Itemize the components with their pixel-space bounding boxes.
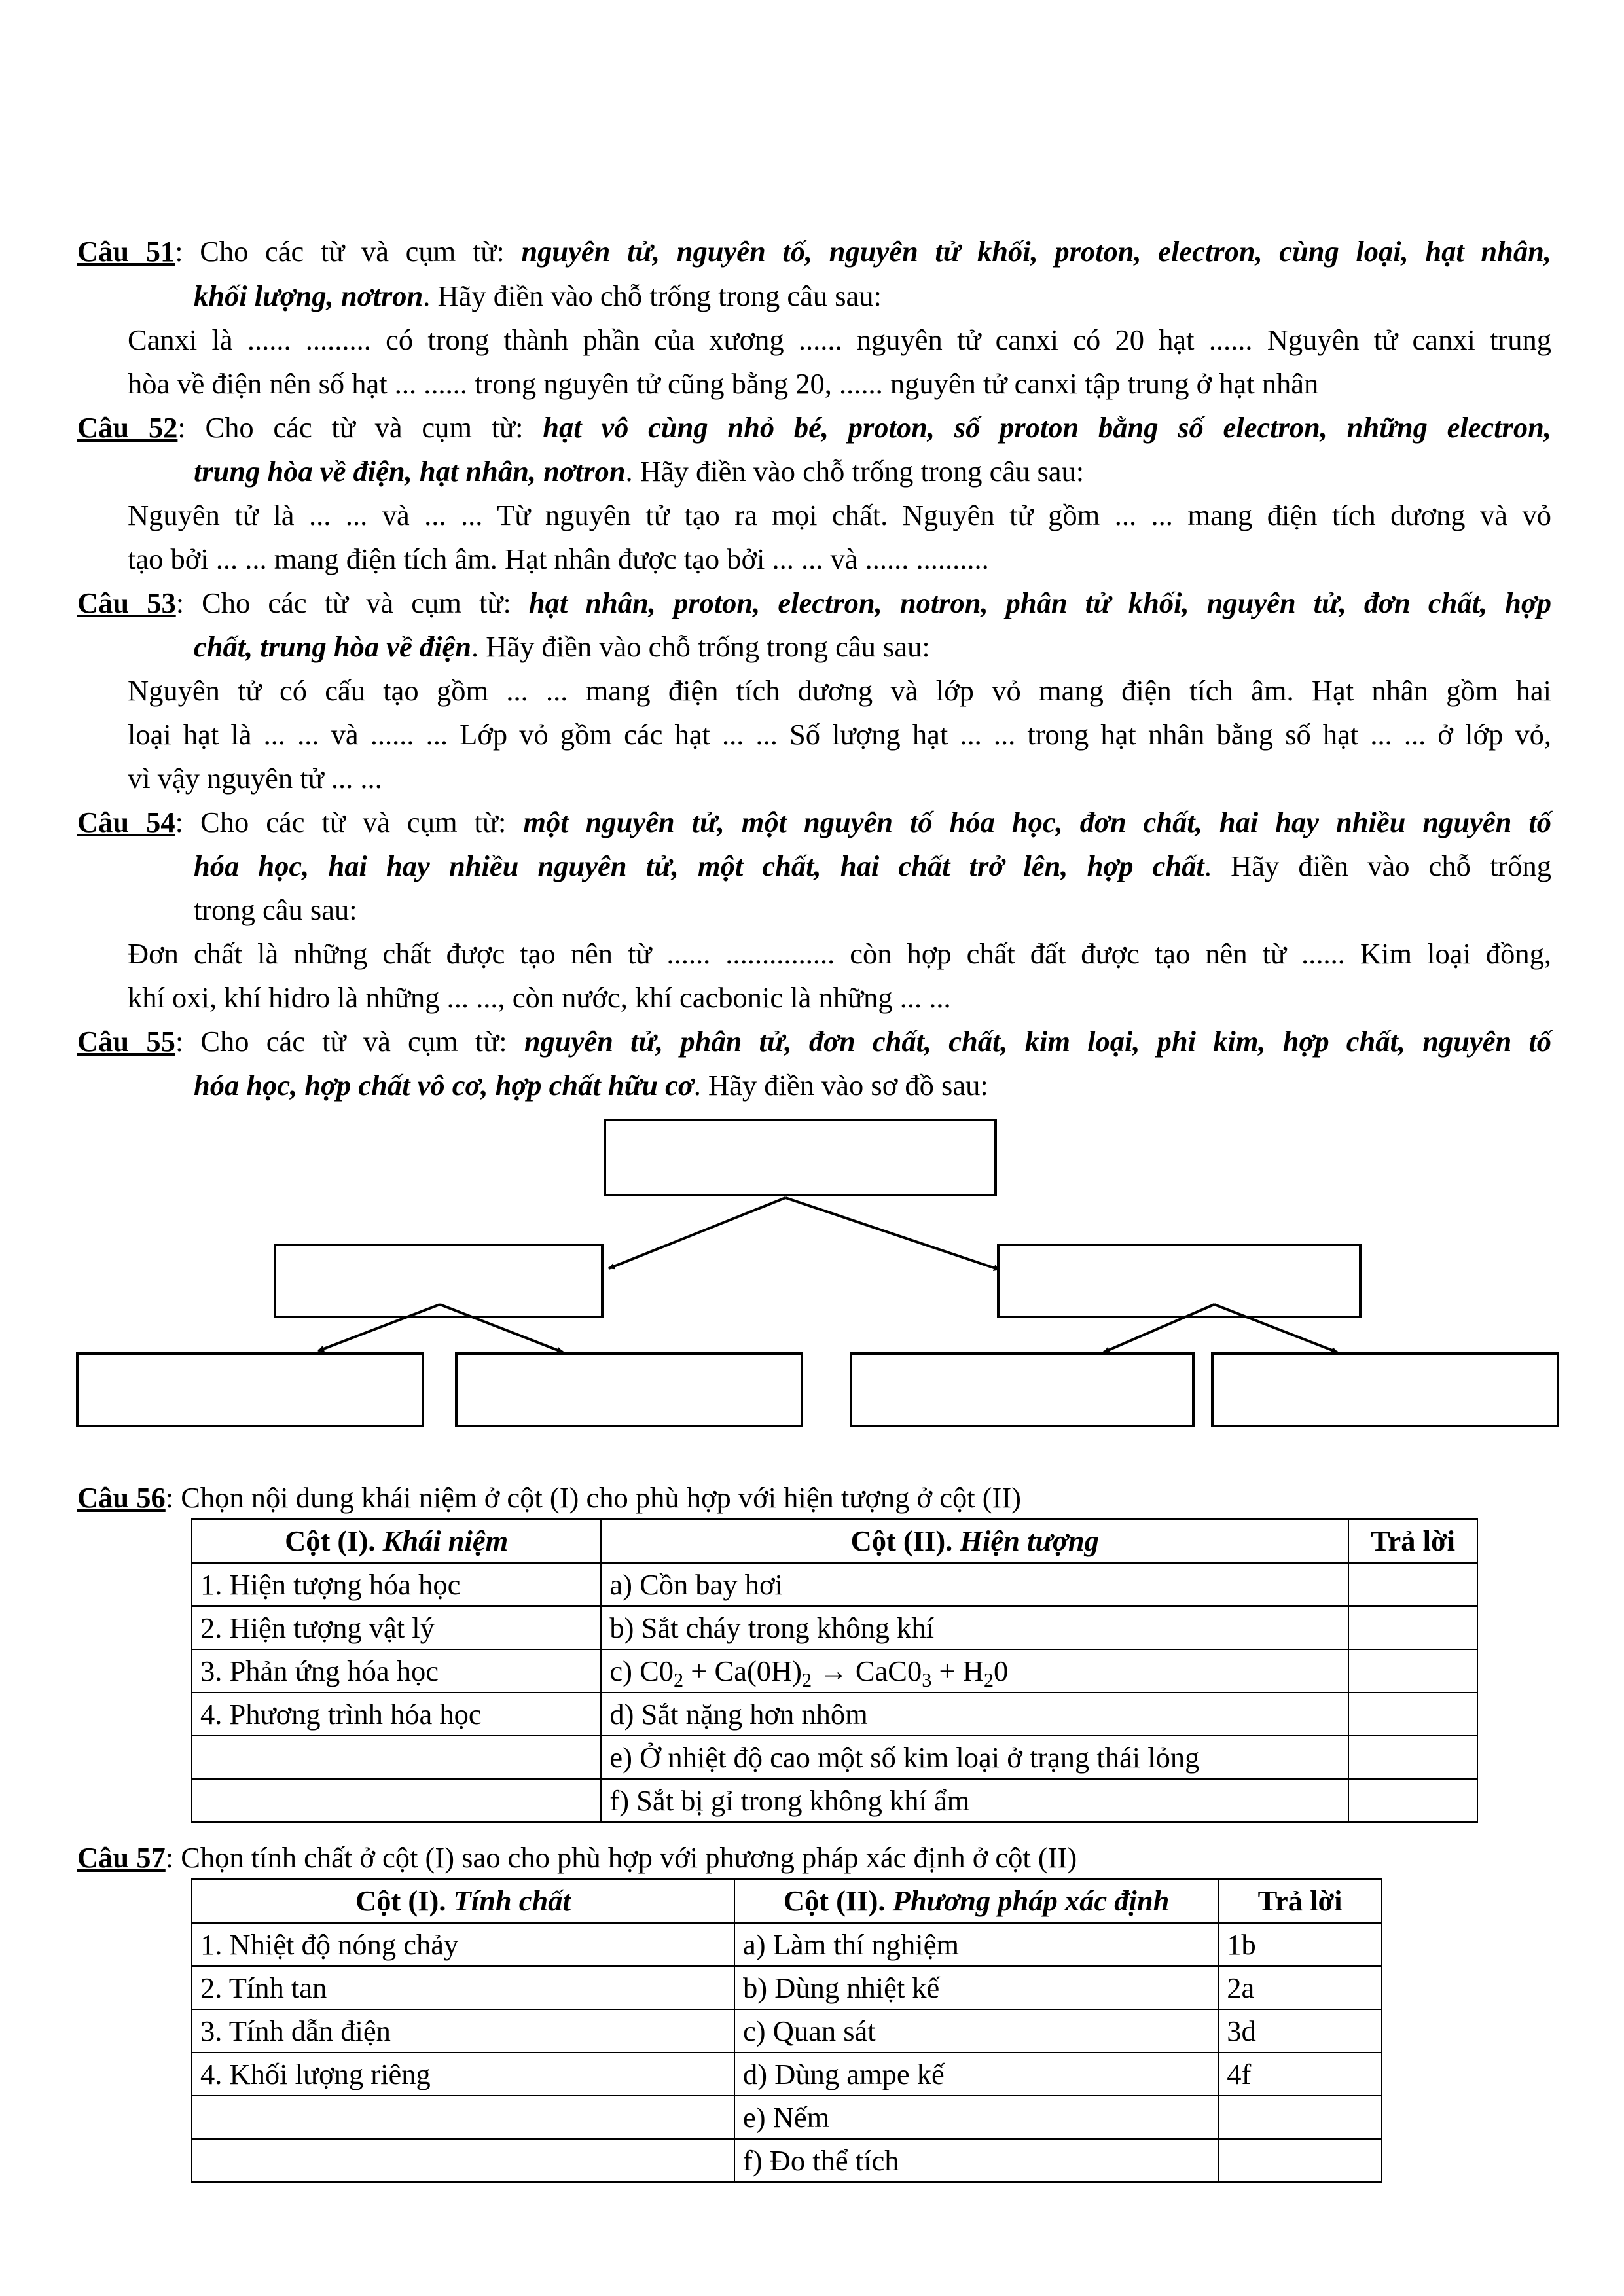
q52-body-line1: Nguyên tử là ... ... và ... ... Từ nguyên tử tạo ra mọi chất. Nguyên tử gồm ... ... mang điện tích dương và vỏ xyxy=(128,499,1551,531)
diagram-arrow-left-2 xyxy=(440,1304,563,1352)
q53-body-line1: Nguyên tử có cấu tạo gồm ... ... mang điện tích dương và lớp vỏ mang điện tích âm. Hạt nhân gồm hai xyxy=(128,674,1551,707)
q56-concept-2: 2. Hiện tượng vật lý xyxy=(192,1606,601,1649)
q57-method-f: f) Đo thể tích xyxy=(734,2139,1218,2182)
diagram-box-bottom-3[interactable] xyxy=(851,1354,1193,1426)
q56-phenomenon-a: a) Cồn bay hơi xyxy=(601,1563,1348,1606)
q52-body-line2: tạo bởi ... ... mang điện tích âm. Hạt nhân được tạo bởi ... ... và ...... .......... xyxy=(128,543,989,575)
q57-method-c: c) Quan sát xyxy=(734,2009,1218,2053)
q57-answer-cell[interactable]: 4f xyxy=(1218,2053,1382,2096)
table-row xyxy=(192,1923,1382,1966)
q56-prompt-text: : Chọn nội dung khái niệm ở cột (I) cho phù hợp với hiện tượng ở cột (II) xyxy=(165,1481,1021,1514)
q56-prompt xyxy=(77,1483,1021,1513)
q56-concept-3: 3. Phản ứng hóa học xyxy=(192,1649,601,1693)
diagram-box-top[interactable] xyxy=(605,1120,996,1195)
q52-terms-line2: trung hòa về điện, hạt nhân, nơtron xyxy=(194,455,626,488)
q57-method-e: e) Nếm xyxy=(734,2096,1218,2139)
q56-answer-cell[interactable] xyxy=(1348,1693,1477,1736)
table-row xyxy=(192,1966,1382,2009)
q57-property-4: 4. Khối lượng riêng xyxy=(192,2053,734,2096)
table-row xyxy=(192,1563,1477,1606)
q51-intro: : Cho các từ và cụm từ: xyxy=(175,235,522,268)
q52-instruction: . Hãy điền vào chỗ trống trong câu sau: xyxy=(625,455,1085,488)
table-header-row xyxy=(192,1519,1477,1563)
table-header-row xyxy=(192,1879,1382,1923)
table-row xyxy=(192,2009,1382,2053)
q56-table xyxy=(191,1518,1478,1823)
reaction-arrow-icon: → xyxy=(812,1654,856,1687)
q55-terms-line1: nguyên tử, phân tử, đơn chất, chất, kim loại, phi kim, hợp chất, nguyên tố xyxy=(524,1025,1551,1058)
q55-number: Câu 55 xyxy=(77,1025,175,1058)
diagram-box-bottom-2[interactable] xyxy=(456,1354,802,1426)
q56-concept-empty xyxy=(192,1736,601,1779)
q56-phenomenon-d: d) Sắt nặng hơn nhôm xyxy=(601,1693,1348,1736)
q57-property-empty xyxy=(192,2139,734,2182)
q56-phenomenon-c-equation: c) $C0_2 + Ca(0H)_2 \to CaC0_3 + H_20$ xyxy=(601,1649,1348,1693)
diagram-arrow-left-1 xyxy=(318,1304,440,1351)
diagram-box-bottom-4[interactable] xyxy=(1212,1354,1558,1426)
q57-answer-cell[interactable]: 3d xyxy=(1218,2009,1382,2053)
q57-method-d: d) Dùng ampe kế xyxy=(734,2053,1218,2096)
q51-terms-line2: khối lượng, nơtron xyxy=(194,279,424,312)
q56-phenomenon-e: e) Ở nhiệt độ cao một số kim loại ở trạng thái lỏng xyxy=(601,1736,1348,1779)
q56-phenomenon-f: f) Sắt bị gỉ trong không khí ẩm xyxy=(601,1779,1348,1822)
q53-instruction: . Hãy điền vào chỗ trống trong câu sau: xyxy=(471,630,930,663)
q56-phenomenon-b: b) Sắt cháy trong không khí xyxy=(601,1606,1348,1649)
q57-header-col3: Trả lời xyxy=(1218,1879,1382,1923)
q57-method-a: a) Làm thí nghiệm xyxy=(734,1923,1218,1966)
q57-property-empty xyxy=(192,2096,734,2139)
q57-prompt-text: : Chọn tính chất ở cột (I) sao cho phù hợp với phương pháp xác định ở cột (II) xyxy=(165,1841,1077,1874)
q57-property-1: 1. Nhiệt độ nóng chảy xyxy=(192,1923,734,1966)
q57-number: Câu 57 xyxy=(77,1841,166,1874)
table-row xyxy=(192,1736,1477,1779)
q56-concept-4: 4. Phương trình hóa học xyxy=(192,1693,601,1736)
diagram-arrow-top-right xyxy=(785,1198,1000,1270)
q51-instruction: . Hãy điền vào chỗ trống trong câu sau: xyxy=(423,279,882,312)
q57-method-b: b) Dùng nhiệt kế xyxy=(734,1966,1218,2009)
q56-header-col3: Trả lời xyxy=(1348,1519,1477,1563)
diagram-arrow-right-2 xyxy=(1214,1304,1337,1352)
q52-terms-line1: hạt vô cùng nhỏ bé, proton, số proton bằng số electron, những electron, xyxy=(543,411,1551,444)
q52-intro: : Cho các từ và cụm từ: xyxy=(177,411,543,444)
q57-header-col1: Cột (I). Tính chất xyxy=(192,1879,734,1923)
q52-number: Câu 52 xyxy=(77,411,178,444)
diagram-arrow-top-left xyxy=(609,1198,785,1268)
q56-header-col1: Cột (I). Khái niệm xyxy=(192,1519,601,1563)
q54-terms-line1: một nguyên tử, một nguyên tố hóa học, đơn chất, hai hay nhiều nguyên tố xyxy=(523,806,1551,838)
q56-concept-1: 1. Hiện tượng hóa học xyxy=(192,1563,601,1606)
q54-terms-line2: hóa học, hai hay nhiều nguyên tử, một chất, hai chất trở lên, hợp chất xyxy=(194,850,1204,882)
q56-concept-empty xyxy=(192,1779,601,1822)
q57-answer-cell[interactable]: 2a xyxy=(1218,1966,1382,2009)
q53-terms-line2: chất, trung hòa về điện xyxy=(194,630,472,663)
q57-answer-cell[interactable] xyxy=(1218,2139,1382,2182)
q55-instruction: . Hãy điền vào sơ đồ sau: xyxy=(693,1069,988,1102)
q54-instruction-line2: . Hãy điền vào chỗ trống xyxy=(1204,850,1552,882)
q56-number: Câu 56 xyxy=(77,1481,166,1514)
table-row xyxy=(192,2053,1382,2096)
table-row xyxy=(192,2096,1382,2139)
table-row xyxy=(192,1649,1477,1693)
table-row xyxy=(192,1693,1477,1736)
q54-instruction-line3: trong câu sau: xyxy=(194,893,357,926)
diagram-box-mid-right[interactable] xyxy=(998,1245,1360,1317)
q57-prompt xyxy=(77,1843,1077,1873)
q56-answer-cell[interactable] xyxy=(1348,1649,1477,1693)
q53-body-line2: loại hạt là ... ... và ...... ... Lớp vỏ gồm các hạt ... ... Số lượng hạt ... ... trong hạt nhân bằng số hạt ... ... ở lớp vỏ, xyxy=(128,718,1551,751)
q54-number: Câu 54 xyxy=(77,806,175,838)
q56-answer-cell[interactable] xyxy=(1348,1563,1477,1606)
q54-intro: : Cho các từ và cụm từ: xyxy=(175,806,524,838)
diagram-arrow-right-1 xyxy=(1104,1304,1214,1352)
q57-table xyxy=(191,1878,1382,2183)
table-row xyxy=(192,2139,1382,2182)
q51-body-line2: hòa về điện nên số hạt ... ...... trong nguyên tử cũng bằng 20, ...... nguyên tử canxi tập trung ở hạt nhân xyxy=(128,367,1319,400)
q56-header-col2: Cột (II). Hiện tượng xyxy=(601,1519,1348,1563)
q57-answer-cell[interactable]: 1b xyxy=(1218,1923,1382,1966)
q57-property-3: 3. Tính dẫn điện xyxy=(192,2009,734,2053)
diagram-box-bottom-1[interactable] xyxy=(77,1354,423,1426)
table-row xyxy=(192,1606,1477,1649)
q56-answer-cell[interactable] xyxy=(1348,1736,1477,1779)
q57-header-col2: Cột (II). Phương pháp xác định xyxy=(734,1879,1218,1923)
q56-answer-cell[interactable] xyxy=(1348,1779,1477,1822)
q55-terms-line2: hóa học, hợp chất vô cơ, hợp chất hữu cơ xyxy=(194,1069,694,1102)
q53-body-line3: vì vậy nguyên tử ... ... xyxy=(128,762,382,795)
table-row xyxy=(192,1779,1477,1822)
q53-terms-line1: hạt nhân, proton, electron, notron, phân tử khối, nguyên tử, đơn chất, hợp xyxy=(528,586,1552,619)
q51-terms-line1: nguyên tử, nguyên tố, nguyên tử khối, proton, electron, cùng loại, hạt nhân, xyxy=(521,235,1552,268)
q53-intro: : Cho các từ và cụm từ: xyxy=(175,586,529,619)
q55-intro: : Cho các từ và cụm từ: xyxy=(175,1025,524,1058)
q54-body-line2: khí oxi, khí hidro là những ... ..., còn nước, khí cacbonic là những ... ... xyxy=(128,981,951,1014)
q54-body-line1: Đơn chất là những chất được tạo nên từ ...... ............... còn hợp chất đất được tạo nên từ ...... Kim loại đồng, xyxy=(128,937,1551,970)
q57-answer-cell[interactable] xyxy=(1218,2096,1382,2139)
q51-number: Câu 51 xyxy=(77,235,175,268)
q51-body-line1: Canxi là ...... ......... có trong thành phần của xương ...... nguyên tử canxi có 20 hạt ...... Nguyên tử canxi trung xyxy=(128,323,1551,356)
q56-answer-cell[interactable] xyxy=(1348,1606,1477,1649)
q53-number: Câu 53 xyxy=(77,586,176,619)
q57-property-2: 2. Tính tan xyxy=(192,1966,734,2009)
